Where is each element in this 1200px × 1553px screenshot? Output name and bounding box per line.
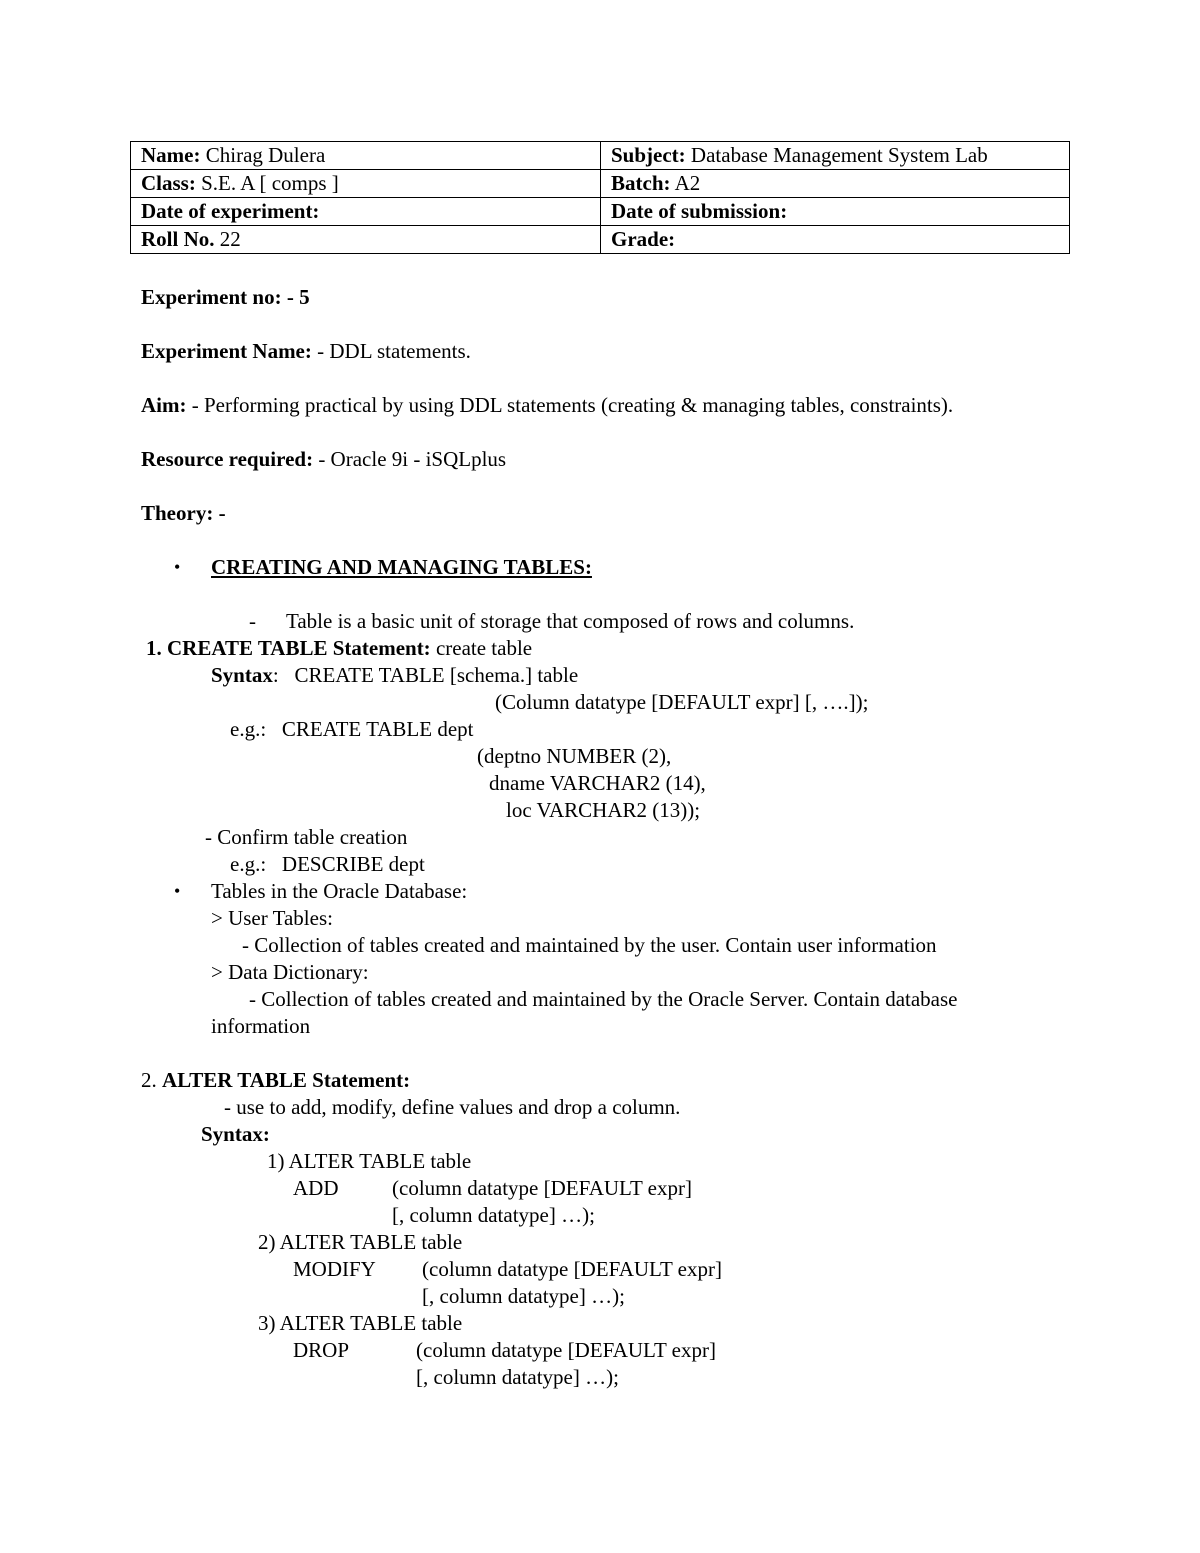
alter-syntax-2: 2) ALTER TABLE table	[258, 1230, 463, 1254]
alter-syntax-1: 1) ALTER TABLE table	[267, 1149, 472, 1173]
table-row	[131, 170, 1070, 198]
table-row	[131, 226, 1070, 254]
grade-label: Grade:	[611, 227, 676, 251]
create-table-heading	[146, 635, 532, 662]
create-table-label: 1. CREATE TABLE Statement:	[146, 636, 431, 660]
date-submission-cell	[601, 198, 1070, 226]
subject-cell	[601, 142, 1070, 170]
alter-add-line2: [, column datatype] …);	[392, 1203, 595, 1227]
batch-value: A2	[674, 171, 701, 195]
name-value: Chirag Dulera	[205, 143, 326, 167]
table-row	[131, 142, 1070, 170]
bullet-icon: •	[174, 557, 181, 577]
describe-example: e.g.: DESCRIBE dept	[230, 852, 425, 876]
alter-modify-line2: [, column datatype] …);	[422, 1284, 625, 1308]
data-dictionary-desc-cont: information	[211, 1014, 311, 1038]
create-table-value: create table	[430, 636, 533, 660]
create-syntax-line2: (Column datatype [DEFAULT expr] [, ….]);	[495, 690, 869, 714]
alter-modify-line1: (column datatype [DEFAULT expr]	[422, 1257, 722, 1281]
create-example-line3: loc VARCHAR2 (13));	[506, 798, 701, 822]
roll-cell	[131, 226, 601, 254]
date-experiment-cell	[131, 198, 601, 226]
bullet-icon: •	[174, 881, 181, 901]
experiment-number: Experiment no: - 5	[141, 285, 310, 309]
alter-add-keyword: ADD	[293, 1176, 339, 1200]
alter-add-line1: (column datatype [DEFAULT expr]	[392, 1176, 692, 1200]
alter-table-heading	[141, 1067, 410, 1094]
subject-label: Subject:	[611, 143, 686, 167]
class-label: Class:	[141, 171, 196, 195]
resource-label: Resource required:	[141, 447, 314, 471]
tables-heading: Tables in the Oracle Database:	[211, 879, 468, 903]
user-tables: > User Tables:	[211, 906, 333, 930]
batch-cell	[601, 170, 1070, 198]
alter-drop-keyword: DROP	[293, 1338, 350, 1362]
experiment-name	[141, 338, 471, 365]
resource-value: - Oracle 9i - iSQLplus	[313, 447, 507, 471]
theory-heading: Theory: -	[141, 501, 226, 525]
user-tables-desc: - Collection of tables created and maintained by the user. Contain user information	[242, 933, 937, 957]
batch-label: Batch:	[611, 171, 671, 195]
table-row	[131, 198, 1070, 226]
subject-value: Database Management System Lab	[690, 143, 988, 167]
student-info-table	[130, 141, 1070, 254]
aim-label: Aim:	[141, 393, 187, 417]
alter-drop-line2: [, column datatype] …);	[416, 1365, 619, 1389]
aim	[141, 392, 953, 419]
alter-syntax-3: 3) ALTER TABLE table	[258, 1311, 463, 1335]
alter-drop-line1: (column datatype [DEFAULT expr]	[416, 1338, 716, 1362]
experiment-name-value: - DDL statements.	[311, 339, 471, 363]
date-submission-label: Date of submission:	[611, 199, 788, 223]
syntax-label: Syntax	[211, 663, 273, 687]
dash-marker: -	[249, 609, 256, 633]
confirm-table-creation: - Confirm table creation	[205, 825, 408, 849]
alter-number: 2.	[141, 1068, 162, 1092]
data-dictionary: > Data Dictionary:	[211, 960, 369, 984]
alter-label: ALTER TABLE Statement:	[162, 1068, 411, 1092]
resource-required	[141, 446, 506, 473]
data-dictionary-desc: - Collection of tables created and maintained by the Oracle Server. Contain database	[249, 987, 958, 1011]
syntax-value: : CREATE TABLE [schema.] table	[272, 663, 579, 687]
class-cell	[131, 170, 601, 198]
create-syntax	[211, 662, 578, 689]
roll-label: Roll No.	[141, 227, 215, 251]
roll-value: 22	[219, 227, 241, 251]
section-heading-creating-tables: CREATING AND MANAGING TABLES:	[211, 555, 592, 579]
experiment-name-label: Experiment Name:	[141, 339, 312, 363]
class-value: S.E. A [ comps ]	[201, 171, 339, 195]
grade-cell	[601, 226, 1070, 254]
alter-description: - use to add, modify, define values and drop a column.	[224, 1095, 681, 1119]
aim-value: - Performing practical by using DDL statements (creating & managing tables, constraints).	[186, 393, 954, 417]
alter-syntax-label: Syntax:	[201, 1122, 270, 1146]
name-cell	[131, 142, 601, 170]
create-example: e.g.: CREATE TABLE dept	[230, 717, 474, 741]
create-example-line1: (deptno NUMBER (2),	[477, 744, 672, 768]
create-example-line2: dname VARCHAR2 (14),	[489, 771, 706, 795]
date-experiment-label: Date of experiment:	[141, 199, 320, 223]
alter-modify-keyword: MODIFY	[293, 1257, 376, 1281]
name-label: Name:	[141, 143, 201, 167]
table-definition: Table is a basic unit of storage that composed of rows and columns.	[286, 609, 855, 633]
